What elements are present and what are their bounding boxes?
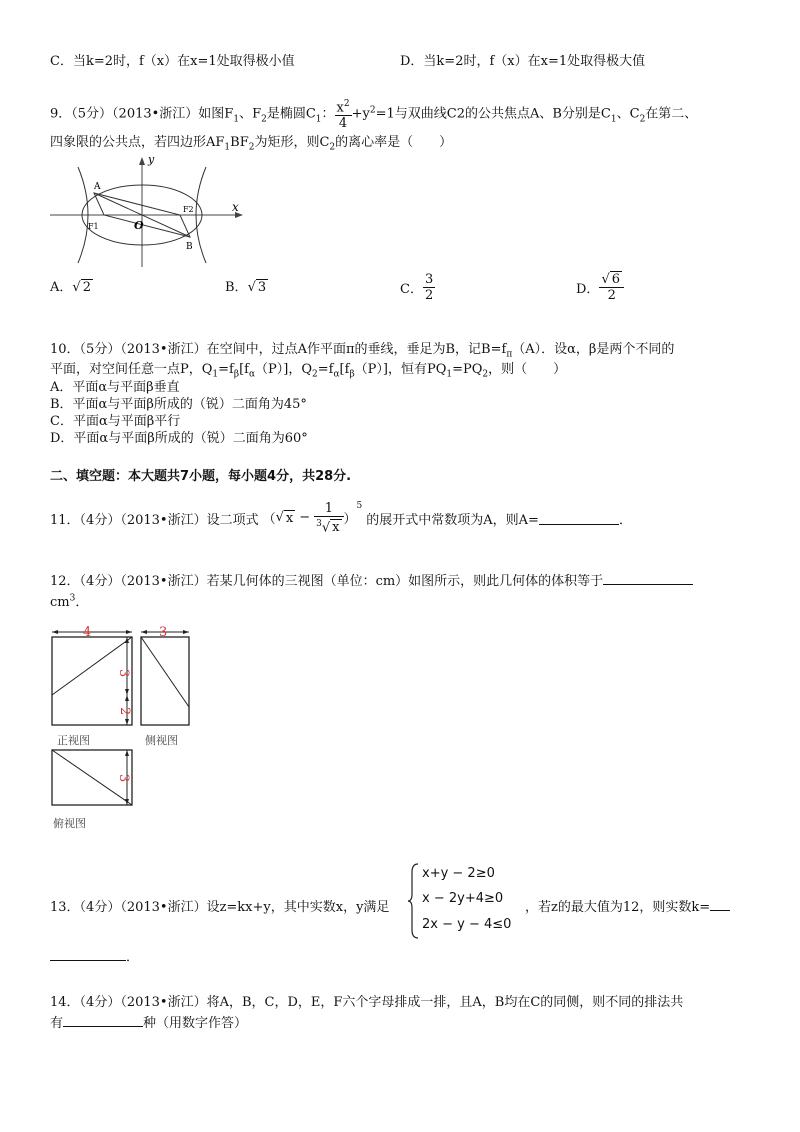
ellipse-hyperbola-figure [50,155,250,270]
fig-a-label: A [94,182,101,192]
q11-answer-blank[interactable] [539,512,619,525]
q12-line1: 12．（4分）（2013•浙江）若某几何体的三视图（单位：cm）如图所示，则此几何体的体积等于 [50,570,693,589]
q13-line2: ． [50,946,139,965]
three-view-figure [45,622,205,837]
dim-2-label: 2 [117,707,132,716]
section-title: 二、填空题：本大题共7小题，每小题4分，共28分. [50,469,352,484]
dim-4-label: 4 [83,625,92,640]
fig-x-label: x [232,200,239,214]
q12-answer-blank[interactable] [603,572,693,585]
q9-option-c: C． $\frac{3}{2}$ [400,272,434,303]
q9-line2: 四象限的公共点，若四边形$AF_1BF_2$为矩形，则$C_2$的离心率是（ ） [50,135,453,153]
q8-option-d: D．当k=2时，f（x）在x=1处取得极大值 [400,54,646,69]
q9-line1: 9．（5分）（2013•浙江）如图$F_1$、$F_2$是椭圆$C_1$： $\frac{x^2}{4}$ $+y^2=1$与双曲线C2的公共焦点A、B分别是$C_1$、$C_2$在第二、 [50,99,698,132]
q8-option-c: C．当k=2时，f（x）在x=1处取得极小值 [50,54,295,69]
fig-y-label: y [148,155,155,166]
q11-line: 11．（4分）（2013•浙江）设二项式 （ √ x − $\frac{1}{^3√ x}$ ） $^5$ 的展开式中常数项为A，则A= ． [50,500,632,536]
dim-3a-label: 3 [116,669,131,678]
q14-answer-blank[interactable] [63,1014,143,1027]
fig-f1-label: F1 [88,222,99,231]
q13-post: ，若z的最大值为12，则实数k= [525,896,730,915]
q10-option-a: A．平面α与平面β垂直 [50,380,180,395]
q10-option-b: B．平面α与平面β所成的（锐）二面角为45° [50,397,307,412]
q9-option-b: B．√ 3 [225,280,267,295]
front-view-caption: 正视图 [57,734,90,747]
q10-option-d: D．平面α与平面β所成的（锐）二面角为60° [50,431,308,446]
constraint-3: 2x − y − 4≤0 [422,917,512,932]
side-view-caption: 侧视图 [145,734,178,747]
top-view-caption: 俯视图 [53,817,86,830]
fig-f2-label: F2 [183,205,194,214]
constraint-2: x − 2y+4≥0 [422,891,504,906]
constraint-1: x+y − 2≥0 [422,866,495,881]
q10-option-c: C．平面α与平面β平行 [50,414,181,429]
fig-b-label: B [186,242,193,252]
q12-line2: $cm^3$． [50,593,89,610]
ellipse-fraction: $\frac{x^2}{4}$ [336,99,350,132]
fig-o-label: O [134,219,144,232]
q9-option-a: A．√ 2 [50,280,91,295]
dim-3c-label: 3 [116,774,131,783]
binomial-expression: （ √ x − $\frac{1}{^3√ x}$ ） $^5$ [262,500,363,536]
q13-answer-blank[interactable] [50,948,126,961]
system-brace [408,862,420,940]
q13-answer-blank-start[interactable] [710,898,730,911]
q13-pre: 13．（4分）（2013•浙江）设z=kx+y，其中实数x，y满足 [50,900,390,915]
q10-line1: 10．（5分）（2013•浙江）在空间中，过点A作平面π的垂线，垂足为B，记$B=f_\pi(A)$．设α，β是两个不同的 [50,342,675,360]
q14-line1: 14．（4分）（2013•浙江）将A，B，C，D，E，F六个字母排成一排，且A，B均在C的同侧，则不同的排法共 [50,995,684,1010]
q9-option-d: D． $\frac{√ 6}{2}$ [576,272,624,303]
dim-3b-label: 3 [159,625,168,640]
q10-line2: 平面，对空间任意一点P，$Q_1=f_\beta[f_\alpha(P)]$，$Q_2=f_\alpha[f_\beta(P)]$，恒有$PQ_1=PQ_2$，则（ ） [50,362,567,380]
q14-line2: 有 种（用数字作答） [50,1016,248,1031]
